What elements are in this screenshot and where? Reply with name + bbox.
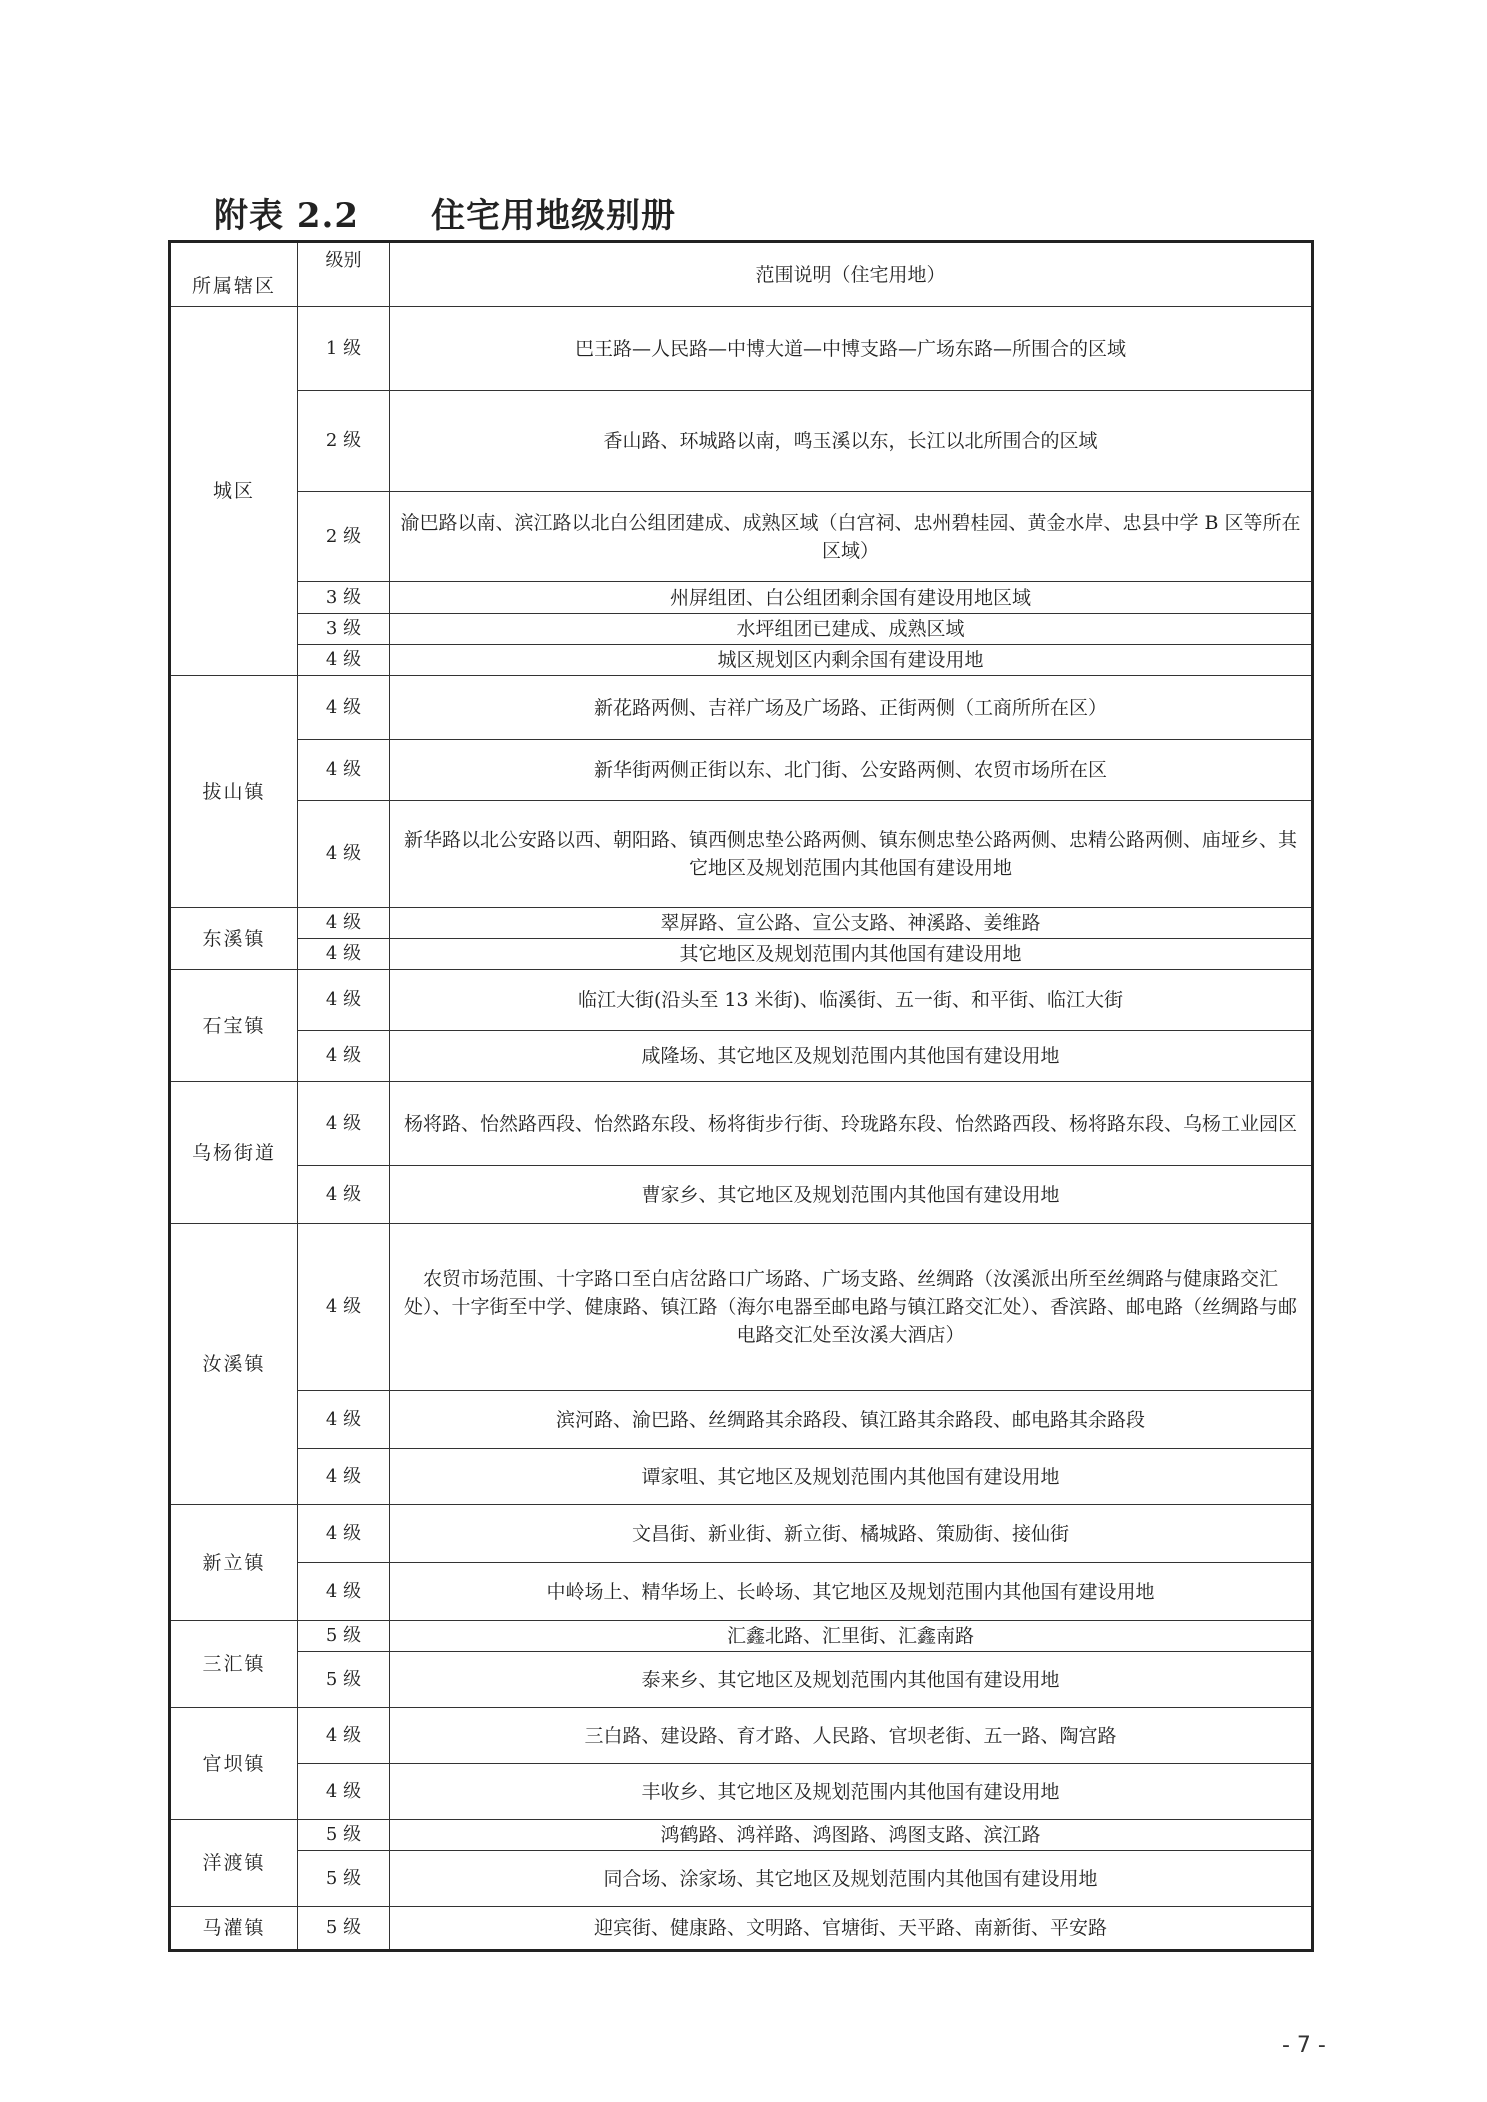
grade-cell: 5 级 <box>298 1820 390 1851</box>
grade-cell: 4 级 <box>298 1449 390 1505</box>
land-grade-table <box>168 240 1314 1952</box>
description-cell: 翠屏路、宣公路、宣公支路、神溪路、姜维路 <box>390 908 1313 939</box>
district-cell: 石宝镇 <box>170 970 298 1082</box>
grade-cell: 4 级 <box>298 1166 390 1224</box>
grade-cell: 4 级 <box>298 1224 390 1391</box>
grade-cell: 4 级 <box>298 1563 390 1621</box>
description-cell: 汇鑫北路、汇里街、汇鑫南路 <box>390 1621 1313 1652</box>
page-title <box>214 188 676 237</box>
description-cell: 中岭场上、精华场上、长岭场、其它地区及规划范围内其他国有建设用地 <box>390 1563 1313 1621</box>
grade-cell: 4 级 <box>298 1031 390 1082</box>
grade-cell: 4 级 <box>298 1082 390 1166</box>
grade-cell: 4 级 <box>298 801 390 908</box>
table-row <box>170 740 1313 801</box>
table-row <box>170 939 1313 970</box>
description-cell: 新花路两侧、吉祥广场及广场路、正街两侧（工商所所在区） <box>390 676 1313 740</box>
district-cell: 拔山镇 <box>170 676 298 908</box>
description-cell: 城区规划区内剩余国有建设用地 <box>390 645 1313 676</box>
description-cell: 鸿鹤路、鸿祥路、鸿图路、鸿图支路、滨江路 <box>390 1820 1313 1851</box>
grade-cell: 4 级 <box>298 676 390 740</box>
grade-cell: 4 级 <box>298 1391 390 1449</box>
description-cell: 临江大街(沿头至 13 米街)、临溪街、五一街、和平街、临江大街 <box>390 970 1313 1031</box>
table-row <box>170 1652 1313 1708</box>
header-description: 范围说明（住宅用地） <box>390 242 1313 307</box>
table-row <box>170 1764 1313 1820</box>
description-cell: 州屏组团、白公组团剩余国有建设用地区域 <box>390 582 1313 614</box>
grade-cell: 2 级 <box>298 492 390 582</box>
district-cell: 马灌镇 <box>170 1907 298 1951</box>
grade-cell: 2 级 <box>298 391 390 492</box>
district-cell: 三汇镇 <box>170 1621 298 1708</box>
description-cell: 咸隆场、其它地区及规划范围内其他国有建设用地 <box>390 1031 1313 1082</box>
table-row <box>170 1851 1313 1907</box>
table-row <box>170 1563 1313 1621</box>
grade-cell: 4 级 <box>298 740 390 801</box>
table-row <box>170 1166 1313 1224</box>
table-row <box>170 1708 1313 1764</box>
table-row <box>170 676 1313 740</box>
table-row <box>170 1391 1313 1449</box>
table-title: 住宅用地级别册 <box>431 196 676 236</box>
grade-cell: 4 级 <box>298 645 390 676</box>
header-district: 所属辖区 <box>170 242 298 307</box>
grade-cell: 4 级 <box>298 1708 390 1764</box>
grade-cell: 5 级 <box>298 1907 390 1951</box>
grade-cell: 4 级 <box>298 939 390 970</box>
grade-cell: 5 级 <box>298 1851 390 1907</box>
header-grade: 级别 <box>298 242 390 307</box>
district-cell: 官坝镇 <box>170 1708 298 1820</box>
description-cell: 其它地区及规划范围内其他国有建设用地 <box>390 939 1313 970</box>
table-number: 附表 2.2 <box>214 196 359 236</box>
table-row <box>170 1224 1313 1391</box>
table-row <box>170 614 1313 645</box>
district-cell: 东溪镇 <box>170 908 298 970</box>
header-row <box>170 242 1313 307</box>
description-cell: 渝巴路以南、滨江路以北白公组团建成、成熟区域（白宫祠、忠州碧桂园、黄金水岸、忠县中学 B 区等所在区域） <box>390 492 1313 582</box>
description-cell: 三白路、建设路、育才路、人民路、官坝老街、五一路、陶宫路 <box>390 1708 1313 1764</box>
description-cell: 曹家乡、其它地区及规划范围内其他国有建设用地 <box>390 1166 1313 1224</box>
table-row <box>170 645 1313 676</box>
district-cell: 洋渡镇 <box>170 1820 298 1907</box>
table-row <box>170 391 1313 492</box>
description-cell: 丰收乡、其它地区及规划范围内其他国有建设用地 <box>390 1764 1313 1820</box>
table-row <box>170 1031 1313 1082</box>
district-cell: 乌杨街道 <box>170 1082 298 1224</box>
district-cell: 新立镇 <box>170 1505 298 1621</box>
description-cell: 新华街两侧正街以东、北门街、公安路两侧、农贸市场所在区 <box>390 740 1313 801</box>
description-cell: 同合场、涂家场、其它地区及规划范围内其他国有建设用地 <box>390 1851 1313 1907</box>
grade-cell: 4 级 <box>298 908 390 939</box>
grade-cell: 4 级 <box>298 1505 390 1563</box>
description-cell: 杨将路、怡然路西段、怡然路东段、杨将街步行街、玲珑路东段、怡然路西段、杨将路东段、乌杨工业园区 <box>390 1082 1313 1166</box>
table-row <box>170 970 1313 1031</box>
description-cell: 水坪组团已建成、成熟区域 <box>390 614 1313 645</box>
description-cell: 香山路、环城路以南，鸣玉溪以东，长江以北所围合的区域 <box>390 391 1313 492</box>
description-cell: 农贸市场范围、十字路口至白店岔路口广场路、广场支路、丝绸路（汝溪派出所至丝绸路与健康路交汇处）、十字街至中学、健康路、镇江路（海尔电器至邮电路与镇江路交汇处）、香滨路、邮电路（丝绸路与邮电路交汇处至汝溪大酒店） <box>390 1224 1313 1391</box>
description-cell: 文昌街、新业街、新立街、橘城路、策励街、接仙街 <box>390 1505 1313 1563</box>
table-row <box>170 801 1313 908</box>
grade-cell: 4 级 <box>298 970 390 1031</box>
grade-cell: 4 级 <box>298 1764 390 1820</box>
description-cell: 滨河路、渝巴路、丝绸路其余路段、镇江路其余路段、邮电路其余路段 <box>390 1391 1313 1449</box>
page-number: - 7 - <box>1282 2033 1326 2058</box>
table-row <box>170 1082 1313 1166</box>
grade-cell: 5 级 <box>298 1621 390 1652</box>
description-cell: 泰来乡、其它地区及规划范围内其他国有建设用地 <box>390 1652 1313 1708</box>
grade-cell: 1 级 <box>298 307 390 391</box>
district-cell: 汝溪镇 <box>170 1224 298 1505</box>
table-row <box>170 1505 1313 1563</box>
table-row <box>170 908 1313 939</box>
description-cell: 谭家咀、其它地区及规划范围内其他国有建设用地 <box>390 1449 1313 1505</box>
table-row <box>170 1907 1313 1951</box>
grade-cell: 5 级 <box>298 1652 390 1708</box>
table-row <box>170 1449 1313 1505</box>
grade-cell: 3 级 <box>298 614 390 645</box>
description-cell: 巴王路—人民路—中博大道—中博支路—广场东路—所围合的区域 <box>390 307 1313 391</box>
description-cell: 新华路以北公安路以西、朝阳路、镇西侧忠垫公路两侧、镇东侧忠垫公路两侧、忠精公路两侧、庙垭乡、其它地区及规划范围内其他国有建设用地 <box>390 801 1313 908</box>
table-row <box>170 492 1313 582</box>
table-row <box>170 1621 1313 1652</box>
table-row <box>170 1820 1313 1851</box>
grade-cell: 3 级 <box>298 582 390 614</box>
table-row <box>170 582 1313 614</box>
table-row <box>170 307 1313 391</box>
district-cell: 城区 <box>170 307 298 676</box>
description-cell: 迎宾街、健康路、文明路、官塘街、天平路、南新街、平安路 <box>390 1907 1313 1951</box>
